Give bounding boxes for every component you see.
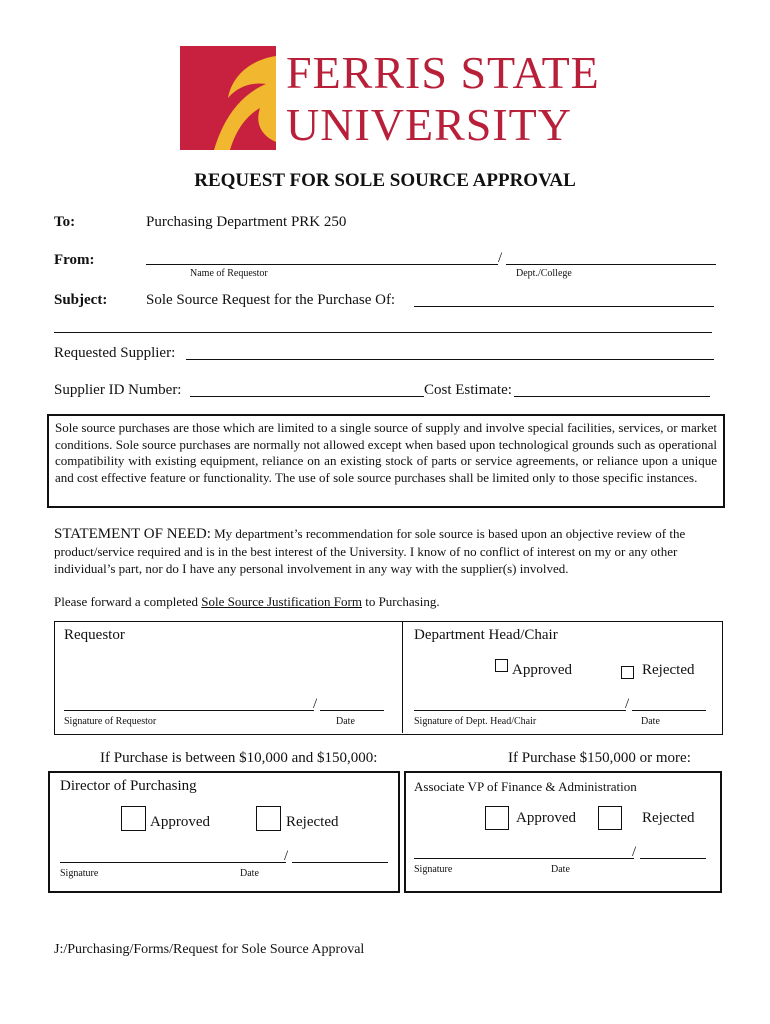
supplier-id-field[interactable]: [190, 396, 424, 397]
requestor-date-caption: Date: [336, 716, 355, 727]
assoc-vp-sig-caption: Signature: [414, 864, 453, 875]
statement-of-need: [54, 525, 714, 577]
dept-head-sig-caption: Signature of Dept. Head/Chair: [414, 716, 537, 727]
name-caption: Name of Requestor: [190, 268, 268, 279]
forward-instruction: [54, 594, 440, 610]
director-approved-label: Approved: [150, 814, 210, 830]
cost-estimate-label: Cost Estimate:: [424, 382, 512, 398]
sole-source-notice-text: Sole source purchases are those which are limited to a single source of supply and involve special facilities, services, or market conditions. Sole source purchases are normally not allowed except when based upon technological grounds such as operational compatibility with existing equipment, reliance on an existing stock of parts or service agreements, or reliance upon a unique and cost effective feature or functionality. The use of sole source purchases shall be limited only to those specific instances.: [55, 420, 717, 485]
requestor-slash: /: [313, 696, 318, 712]
director-approved-checkbox[interactable]: [121, 806, 146, 831]
from-slash: /: [498, 250, 503, 266]
to-value: Purchasing Department PRK 250: [146, 214, 347, 230]
dept-head-signature-field[interactable]: [414, 710, 626, 711]
requested-supplier-field[interactable]: [186, 359, 714, 360]
forward-suffix: to Purchasing.: [361, 594, 440, 609]
dept-head-date-field[interactable]: [632, 710, 706, 711]
flame-logo-icon: [180, 46, 280, 150]
tier1-heading: If Purchase is between $10,000 and $150,000:: [100, 750, 378, 766]
director-rejected-checkbox[interactable]: [256, 806, 281, 831]
assoc-vp-signature-field[interactable]: [414, 858, 634, 859]
from-label: From:: [54, 252, 95, 268]
justification-form-link[interactable]: Sole Source Justification Form: [201, 594, 362, 609]
dept-head-approved-label: Approved: [512, 662, 572, 678]
assoc-vp-slash: /: [632, 844, 637, 860]
director-title: Director of Purchasing: [60, 778, 197, 794]
dept-head-slash: /: [625, 696, 630, 712]
dept-caption: Dept./College: [516, 268, 572, 279]
assoc-vp-approved-checkbox[interactable]: [485, 806, 509, 830]
dept-head-rejected-checkbox[interactable]: [621, 666, 634, 679]
director-slash: /: [284, 848, 289, 864]
assoc-vp-rejected-label: Rejected: [642, 810, 695, 826]
dept-head-date-caption: Date: [641, 716, 660, 727]
dept-college-field[interactable]: [506, 264, 716, 265]
director-date-field[interactable]: [292, 862, 388, 863]
forward-prefix: Please forward a completed: [54, 594, 202, 609]
tier2-heading: If Purchase $150,000 or more:: [508, 750, 691, 766]
director-signature-field[interactable]: [60, 862, 286, 863]
approval-box-divider: [402, 621, 403, 733]
director-sig-caption: Signature: [60, 868, 99, 879]
statement-text: My department’s recommendation for sole source is based upon an objective review of the product/service required and is in the best interest of the University. I know of no conflict of interest on my or any other individual’s part, nor do I have any personal involvement in any way with the supplier(s) involved.: [54, 526, 686, 576]
purchase-of-field-continued[interactable]: [54, 332, 712, 333]
director-rejected-label: Rejected: [286, 814, 339, 830]
dept-head-title: Department Head/Chair: [414, 627, 558, 643]
requestor-name-field[interactable]: [146, 264, 498, 265]
statement-heading: STATEMENT OF NEED:: [54, 526, 211, 542]
supplier-id-label: Supplier ID Number:: [54, 382, 182, 398]
requestor-signature-field[interactable]: [64, 710, 314, 711]
purchase-of-field[interactable]: [414, 306, 714, 307]
requested-supplier-label: Requested Supplier:: [54, 345, 176, 361]
assoc-vp-date-field[interactable]: [640, 858, 706, 859]
requestor-date-field[interactable]: [320, 710, 384, 711]
cost-estimate-field[interactable]: [514, 396, 710, 397]
dept-head-approved-checkbox[interactable]: [495, 659, 508, 672]
footer-path: J:/Purchasing/Forms/Request for Sole Source Approval: [54, 942, 365, 957]
director-date-caption: Date: [240, 868, 259, 879]
dept-head-rejected-label: Rejected: [642, 662, 695, 678]
assoc-vp-date-caption: Date: [551, 864, 570, 875]
requestor-sig-caption: Signature of Requestor: [64, 716, 157, 727]
university-logo: [180, 46, 600, 150]
subject-text: Sole Source Request for the Purchase Of:: [146, 292, 396, 308]
logo-line-1: FERRIS STATE: [286, 47, 600, 98]
requestor-title: Requestor: [64, 627, 125, 643]
assoc-vp-rejected-checkbox[interactable]: [598, 806, 622, 830]
subject-label: Subject:: [54, 292, 108, 308]
page-title: REQUEST FOR SOLE SOURCE APPROVAL: [194, 170, 576, 191]
assoc-vp-approved-label: Approved: [516, 810, 576, 826]
to-label: To:: [54, 214, 76, 230]
logo-line-2: UNIVERSITY: [286, 99, 572, 150]
assoc-vp-title: Associate VP of Finance & Administration: [414, 779, 637, 794]
